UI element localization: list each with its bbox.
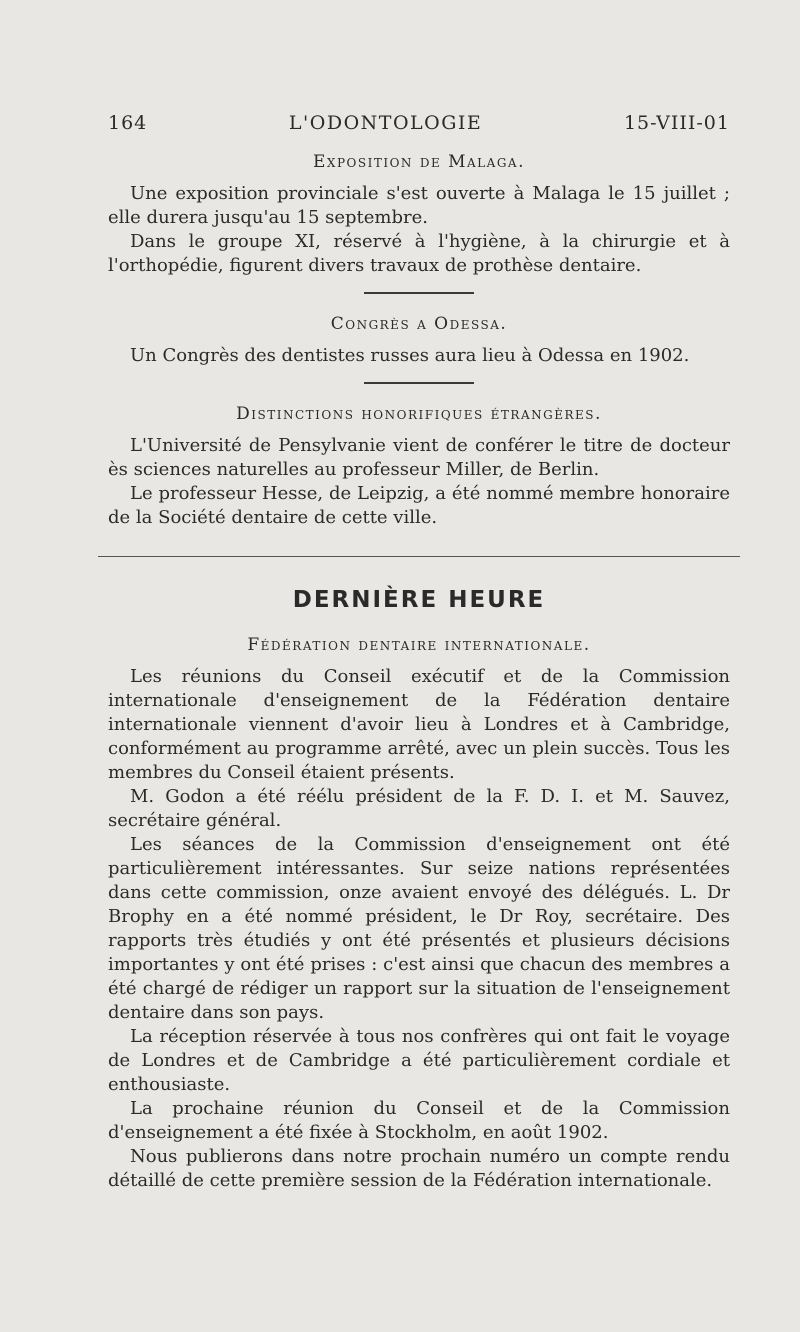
section-odessa [108, 314, 730, 368]
paragraph: Nous publierons dans notre prochain numéro un compte rendu détaillé de cette première session de la Fédération internationale. [108, 1146, 730, 1191]
page-number: 164 [108, 112, 148, 134]
paragraph: Le professeur Hesse, de Leipzig, a été nommé membre honoraire de la Société dentaire de cette ville. [108, 483, 730, 528]
section-malaga [108, 152, 730, 278]
paragraph: Un Congrès des dentistes russes aura lieu à Odessa en 1902. [130, 345, 690, 366]
journal-title: L'ODONTOLOGIE [288, 112, 483, 134]
paragraph: Dans le groupe XI, réservé à l'hygiène, à la chirurgie et à l'orthopédie, figurent divers travaux de prothèse dentaire. [108, 231, 730, 276]
section-title: Congrès a Odessa. [330, 314, 508, 334]
paragraph: Une exposition provinciale s'est ouverte à Malaga le 15 juillet ; elle durera jusqu'au 15 septembre. [108, 183, 730, 228]
section-title: Exposition de Malaga. [313, 152, 525, 172]
paragraph: M. Godon a été réélu président de la F. D. I. et M. Sauvez, secrétaire général. [108, 786, 730, 831]
paragraph: La réception réservée à tous nos confrères qui ont fait le voyage de Londres et de Cambridge a été particulièrement cordiale et enthousiaste. [108, 1026, 730, 1095]
section-title: Distinctions honorifiques étrangères. [236, 404, 602, 424]
section-title: Fédération dentaire internationale. [247, 635, 591, 655]
divider [364, 382, 474, 384]
paragraph: Les réunions du Conseil exécutif et de la Commission internationale d'enseignement de la Fédération dentaire internationale viennent d'avoir lieu à Londres et à Cambridge, conformément au programme arrêté, avec un plein succès. Tous les membres du Conseil étaient présents. [108, 666, 730, 783]
paragraph: La prochaine réunion du Conseil et de la Commission d'enseignement a été fixée à Stockholm, en août 1902. [108, 1098, 730, 1143]
running-header [108, 112, 730, 134]
long-divider [98, 556, 740, 557]
issue-date: 15-VIII-01 [623, 112, 730, 134]
last-news-heading: DERNIÈRE HEURE [292, 587, 546, 613]
page [108, 112, 730, 1193]
divider [364, 292, 474, 294]
paragraph: L'Université de Pensylvanie vient de conférer le titre de docteur ès sciences naturelles au professeur Miller, de Berlin. [108, 435, 730, 480]
section-last-news [108, 587, 730, 1193]
section-distinctions [108, 404, 730, 530]
paragraph: Les séances de la Commission d'enseignement ont été particulièrement intéressantes. Sur seize nations représentées dans cette commission, onze avaient envoyé des délégués. L. Dr Brophy en a été nommé président, le Dr Roy, secrétaire. Des rapports très étudiés y ont été présentés et plusieurs décisions importantes y ont été prises : c'est ainsi que chacun des membres a été chargé de rédiger un rapport sur la situation de l'enseignement dentaire dans son pays. [108, 834, 730, 1023]
